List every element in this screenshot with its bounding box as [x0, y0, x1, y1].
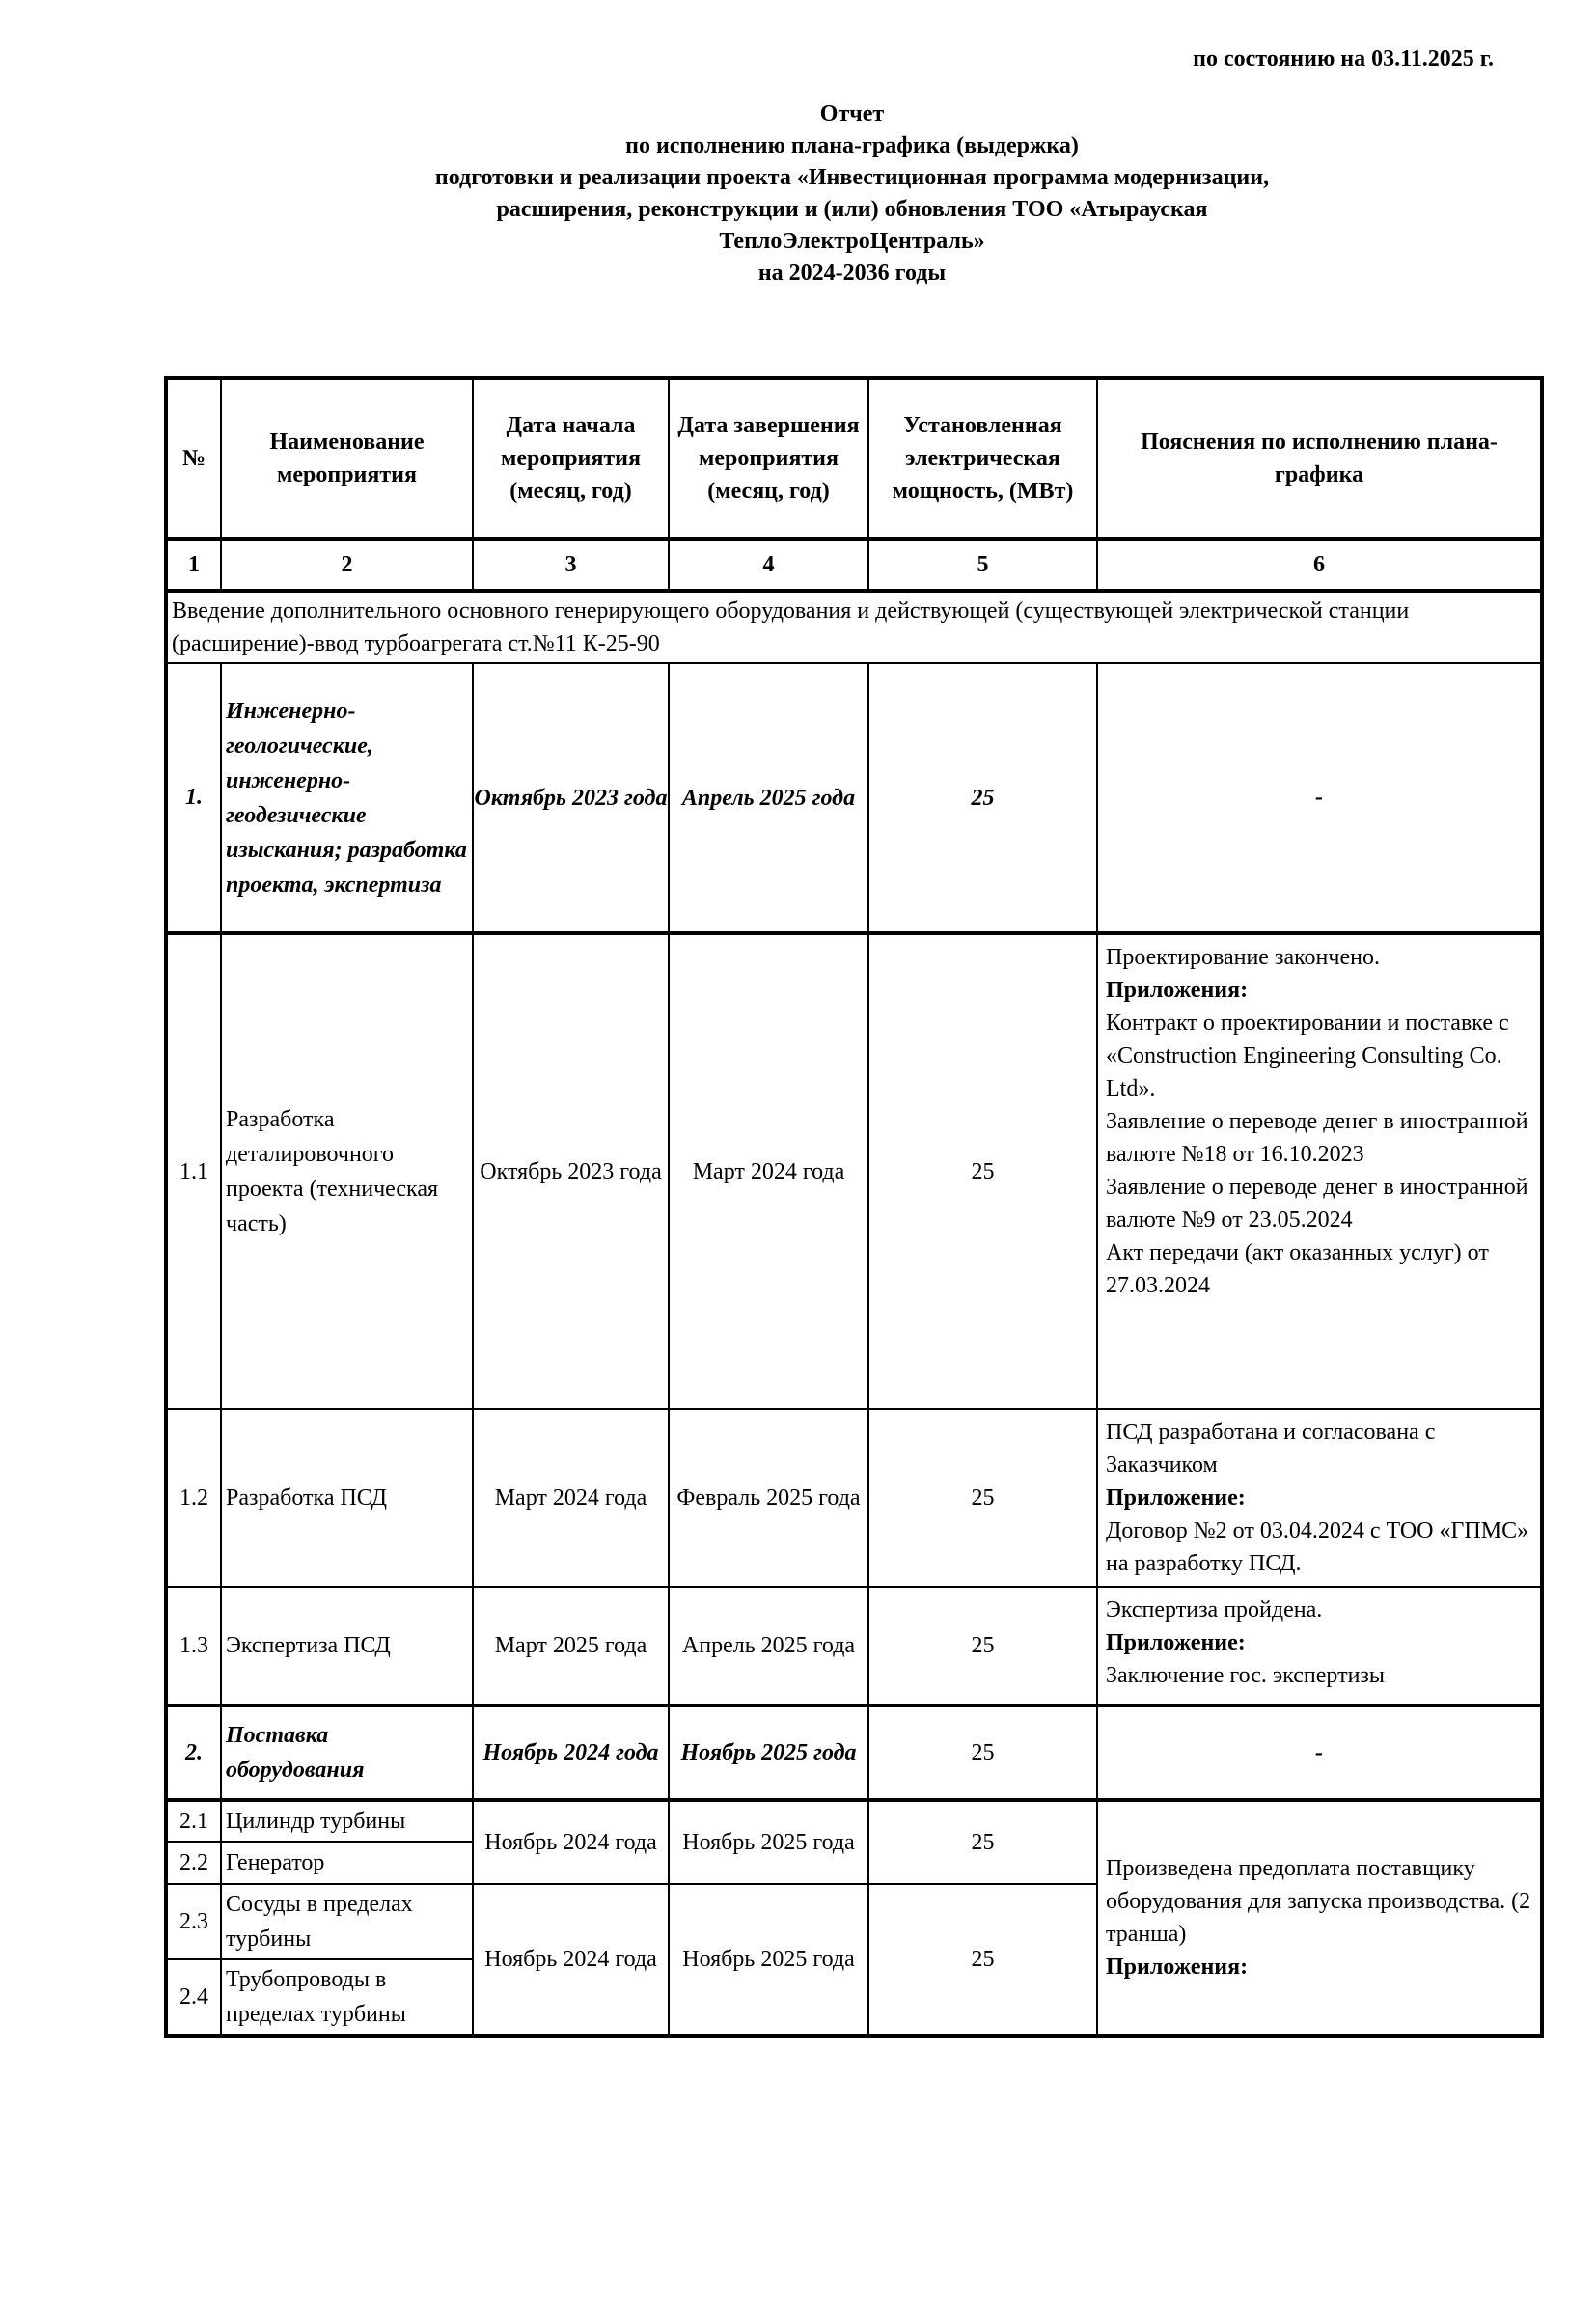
cell-2-3-2-4-end: Ноябрь 2025 года: [669, 1884, 868, 2036]
cell-1-3-power: 25: [868, 1587, 1097, 1706]
cell-1-3-end: Апрель 2025 года: [669, 1587, 868, 1706]
note-line: Приложения:: [1106, 1955, 1249, 1980]
cell-1-2-start: Март 2024 года: [473, 1409, 669, 1587]
cell-1-1-power: 25: [868, 933, 1097, 1409]
note-line: Заявление о переводе денег в иностранной валюте №9 от 23.05.2024: [1106, 1175, 1528, 1233]
cell-1-power: 25: [868, 663, 1097, 933]
cell-2-end: Ноябрь 2025 года: [669, 1706, 868, 1800]
cell-2-4-num: 2.4: [166, 1959, 221, 2036]
table-row-1-3: [166, 1587, 1542, 1706]
cell-2-1-2-2-start: Ноябрь 2024 года: [473, 1800, 669, 1884]
note-line: Приложение:: [1106, 1485, 1246, 1511]
header-activity-name: Наименование мероприятия: [221, 378, 473, 539]
cell-1-3-num: 1.3: [166, 1587, 221, 1706]
colnum-4: 4: [669, 539, 868, 591]
table-row-2-1: [166, 1800, 1542, 1842]
cell-2-3-2-4-power: 25: [868, 1884, 1097, 2036]
cell-1-start: Октябрь 2023 года: [473, 663, 669, 933]
colnum-5: 5: [868, 539, 1097, 591]
section-text: Введение дополнительного основного генерирующего оборудования и действующей (существующей электрической станции (расширение)-ввод турбоагрегата ст.№11 К-25-90: [166, 591, 1542, 663]
cell-1-3-note: [1097, 1587, 1542, 1706]
colnum-2: 2: [221, 539, 473, 591]
cell-1-1-num: 1.1: [166, 933, 221, 1409]
status-date-line: по состоянию на 03.11.2025 г.: [1193, 46, 1494, 71]
cell-2-group-note: [1097, 1800, 1542, 2036]
note-line: Приложение:: [1106, 1630, 1246, 1655]
plan-schedule-table: [164, 376, 1544, 2038]
cell-2-3-num: 2.3: [166, 1884, 221, 1959]
cell-1-note: -: [1097, 663, 1542, 933]
note-line: Заявление о переводе денег в иностранной валюте №18 от 16.10.2023: [1106, 1109, 1528, 1167]
title-line-1: Отчет: [819, 101, 885, 126]
document-page: [0, 44, 1596, 2302]
cell-1-name: Инженерно-геологические, инженерно-геодезические изыскания; разработка проекта, экспертиза: [221, 663, 473, 933]
colnum-6: 6: [1097, 539, 1542, 591]
cell-1-2-name: Разработка ПСД: [221, 1409, 473, 1587]
table-row-1: [166, 663, 1542, 933]
cell-2-num: 2.: [166, 1706, 221, 1800]
header-end-date: Дата завершения мероприятия (месяц, год): [669, 378, 868, 539]
cell-2-2-num: 2.2: [166, 1842, 221, 1884]
cell-2-name: Поставка оборудования: [221, 1706, 473, 1800]
table-row-1-2: [166, 1409, 1542, 1587]
note-line: ПСД разработана и согласована с Заказчиком: [1106, 1420, 1436, 1478]
colnum-3: 3: [473, 539, 669, 591]
cell-2-2-name: Генератор: [221, 1842, 473, 1884]
title-line-2: по исполнению плана-графика (выдержка): [625, 133, 1079, 158]
note-line: Контракт о проектировании и поставке с «Construction Engineering Consulting Co. Ltd».: [1106, 1011, 1509, 1101]
cell-2-start: Ноябрь 2024 года: [473, 1706, 669, 1800]
colnum-1: 1: [166, 539, 221, 591]
header-explanations: Пояснения по исполнению плана-графика: [1097, 378, 1542, 539]
cell-2-power: 25: [868, 1706, 1097, 1800]
cell-1-1-start: Октябрь 2023 года: [473, 933, 669, 1409]
cell-1-1-note: [1097, 933, 1542, 1409]
header-number: №: [166, 378, 221, 539]
title-line-3: подготовки и реализации проекта «Инвестиционная программа модернизации,: [434, 165, 1270, 190]
note-line: Заключение гос. экспертизы: [1106, 1663, 1386, 1688]
title-line-6: на 2024-2036 годы: [757, 261, 947, 286]
cell-1-3-name: Экспертиза ПСД: [221, 1587, 473, 1706]
cell-2-1-2-2-end: Ноябрь 2025 года: [669, 1800, 868, 1884]
note-line: Проектирование закончено.: [1106, 945, 1380, 970]
table-header-row: [166, 378, 1542, 539]
title-line-4: расширения, реконструкции и (или) обновления ТОО «Атырауская: [496, 197, 1208, 222]
column-numbers-row: [166, 539, 1542, 591]
note-line: Договор №2 от 03.04.2024 с ТОО «ГПМС» на разработку ПСД.: [1106, 1518, 1529, 1576]
page-content: [164, 44, 1540, 2038]
note-line: Экспертиза пройдена.: [1106, 1597, 1323, 1622]
table-row-1-1: [166, 933, 1542, 1409]
cell-1-end: Апрель 2025 года: [669, 663, 868, 933]
cell-1-2-num: 1.2: [166, 1409, 221, 1587]
cell-1-1-name: Разработка деталировочного проекта (техническая часть): [221, 933, 473, 1409]
cell-2-4-name: Трубопроводы в пределах турбины: [221, 1959, 473, 2036]
cell-2-1-2-2-power: 25: [868, 1800, 1097, 1884]
cell-2-1-name: Цилиндр турбины: [221, 1800, 473, 1842]
note-line: Акт передачи (акт оказанных услуг) от 27.03.2024: [1106, 1240, 1489, 1298]
title-line-5: ТеплоЭлектроЦентраль»: [719, 229, 985, 254]
cell-1-2-power: 25: [868, 1409, 1097, 1587]
header-installed-power: Установленная электрическая мощность, (МВт): [868, 378, 1097, 539]
cell-1-3-start: Март 2025 года: [473, 1587, 669, 1706]
cell-1-2-note: [1097, 1409, 1542, 1587]
header-start-date: Дата начала мероприятия (месяц, год): [473, 378, 669, 539]
section-row: [166, 591, 1542, 663]
cell-1-num: 1.: [166, 663, 221, 933]
note-line: Приложения:: [1106, 978, 1249, 1003]
note-line: Произведена предоплата поставщику оборудования для запуска производства. (2 транша): [1106, 1856, 1531, 1947]
cell-2-3-name: Сосуды в пределах турбины: [221, 1884, 473, 1959]
cell-2-note: -: [1097, 1706, 1542, 1800]
report-title: [164, 98, 1540, 290]
cell-1-2-end: Февраль 2025 года: [669, 1409, 868, 1587]
cell-1-1-end: Март 2024 года: [669, 933, 868, 1409]
cell-2-3-2-4-start: Ноябрь 2024 года: [473, 1884, 669, 2036]
table-row-2: [166, 1706, 1542, 1800]
cell-2-1-num: 2.1: [166, 1800, 221, 1842]
